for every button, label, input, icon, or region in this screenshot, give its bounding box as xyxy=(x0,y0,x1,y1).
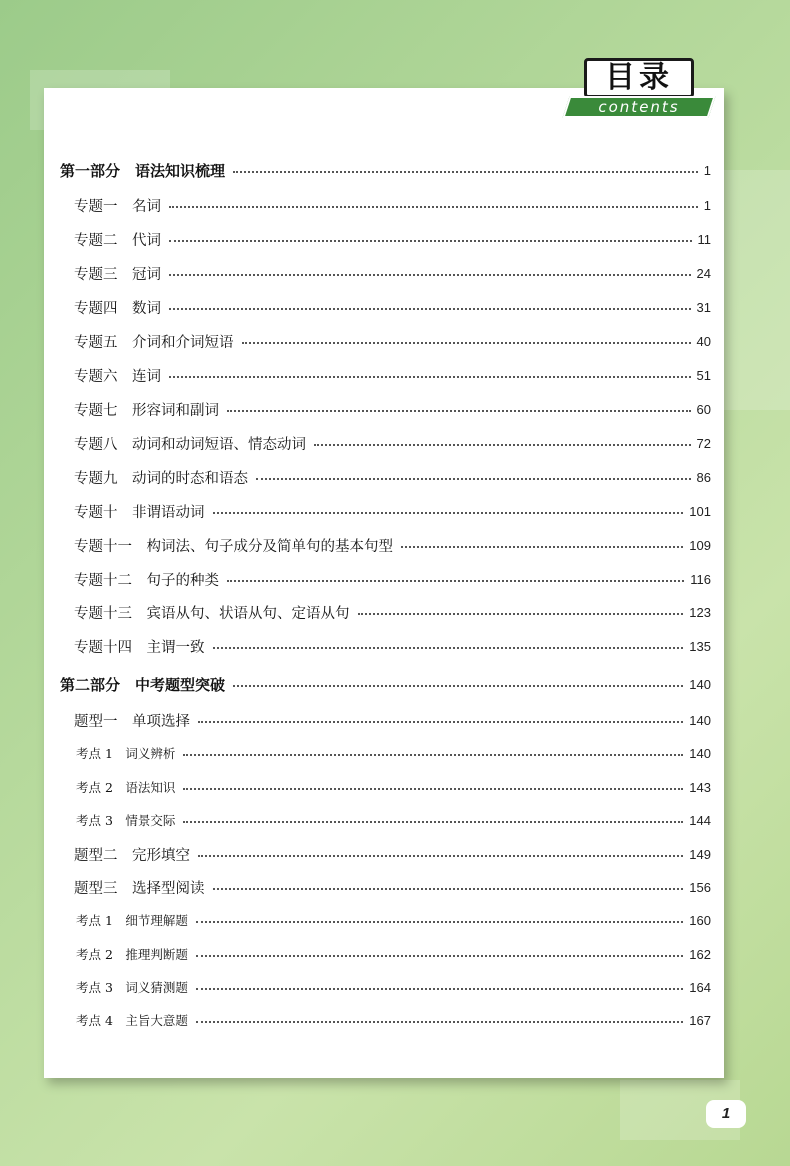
toc-entry[interactable] xyxy=(76,774,711,800)
dot-leader xyxy=(256,478,691,480)
toc-title: 目录 xyxy=(584,58,694,98)
toc-entry-page: 51 xyxy=(696,367,711,383)
toc-entry-page: 72 xyxy=(696,435,711,451)
dot-leader xyxy=(183,788,683,790)
toc-entry[interactable] xyxy=(76,807,711,833)
dot-leader xyxy=(213,647,684,649)
toc-entry[interactable] xyxy=(74,328,711,354)
dot-leader xyxy=(169,240,692,242)
dot-leader xyxy=(198,855,683,857)
toc-entry-label: 考点 1 词义辨析 xyxy=(76,746,176,761)
toc-entry-label: 题型二 完形填空 xyxy=(74,847,190,864)
toc-subtitle: contents xyxy=(598,98,680,116)
toc-entry-page: 167 xyxy=(689,1012,711,1028)
toc-entry-page: 116 xyxy=(690,571,711,587)
toc-entry-label: 考点 4 主旨大意题 xyxy=(76,1013,188,1028)
toc-entry-page: 60 xyxy=(696,401,711,417)
toc-entry[interactable] xyxy=(76,974,711,1000)
dot-leader xyxy=(169,308,691,310)
dot-leader xyxy=(196,988,683,990)
toc-entry-page: 156 xyxy=(689,879,711,895)
dot-leader xyxy=(242,342,691,344)
toc-entry-label: 专题一 名词 xyxy=(74,198,161,215)
dot-leader xyxy=(314,444,691,446)
toc-entry[interactable] xyxy=(74,841,711,867)
toc-entry[interactable] xyxy=(76,907,711,933)
toc-entry-label: 专题六 连词 xyxy=(74,368,161,385)
dot-leader xyxy=(213,512,684,514)
toc-entry-page: 11 xyxy=(697,231,711,247)
toc-entry[interactable] xyxy=(74,874,711,900)
toc-entry-page: 123 xyxy=(689,604,711,620)
dot-leader xyxy=(169,274,691,276)
toc-entry-label: 考点 1 细节理解题 xyxy=(76,913,188,928)
toc-entry-label: 专题十四 主谓一致 xyxy=(74,639,205,656)
dot-leader xyxy=(198,721,683,723)
toc-entry[interactable] xyxy=(74,294,711,320)
dot-leader xyxy=(196,921,683,923)
toc-entry-label: 考点 3 词义猜测题 xyxy=(76,980,188,995)
toc-entry[interactable] xyxy=(60,157,711,183)
toc-entry-label: 第二部分 中考题型突破 xyxy=(60,675,226,694)
toc-entry-page: 1 xyxy=(703,162,711,178)
toc-entry-label: 考点 2 语法知识 xyxy=(76,780,176,795)
toc-entry-page: 140 xyxy=(689,745,711,761)
toc-entry-page: 109 xyxy=(689,537,711,553)
toc-entry[interactable] xyxy=(74,498,711,524)
dot-leader xyxy=(233,685,683,687)
toc-entry-page: 101 xyxy=(689,503,711,519)
dot-leader xyxy=(183,821,683,823)
toc-entry-page: 1 xyxy=(703,197,711,213)
dot-leader xyxy=(196,1021,683,1023)
toc-entry-label: 专题三 冠词 xyxy=(74,266,161,283)
toc-entry[interactable] xyxy=(76,740,711,766)
toc-entry[interactable] xyxy=(74,532,711,558)
toc-entry[interactable] xyxy=(74,707,711,733)
dot-leader xyxy=(213,888,684,890)
toc-entry-page: 140 xyxy=(689,712,711,728)
toc-subtitle-banner xyxy=(562,96,715,118)
dot-leader xyxy=(169,376,691,378)
toc-entry[interactable] xyxy=(74,430,711,456)
dot-leader xyxy=(401,546,683,548)
toc-entry-page: 162 xyxy=(689,946,711,962)
toc-entry-label: 专题十一 构词法、句子成分及简单句的基本句型 xyxy=(74,538,393,555)
toc-entry[interactable] xyxy=(74,260,711,286)
dot-leader xyxy=(358,613,684,615)
toc-entry[interactable] xyxy=(74,362,711,388)
toc-entry-page: 164 xyxy=(689,979,711,995)
toc-entry-label: 专题八 动词和动词短语、情态动词 xyxy=(74,436,306,453)
toc-entry-label: 专题九 动词的时态和语态 xyxy=(74,470,248,487)
toc-entry[interactable] xyxy=(74,566,711,592)
toc-entry[interactable] xyxy=(74,464,711,490)
background-tile xyxy=(720,170,790,410)
toc-entry-page: 143 xyxy=(689,779,711,795)
dot-leader xyxy=(227,410,691,412)
toc-entry-page: 140 xyxy=(689,676,711,692)
toc-entry-label: 专题十 非谓语动词 xyxy=(74,504,205,521)
toc-entry[interactable] xyxy=(76,941,711,967)
page-number: 1 xyxy=(706,1100,746,1128)
toc-entry-page: 160 xyxy=(689,912,711,928)
toc-entry-label: 专题十二 句子的种类 xyxy=(74,572,219,589)
contents-badge xyxy=(566,58,712,122)
toc-entry-label: 专题十三 宾语从句、状语从句、定语从句 xyxy=(74,605,350,622)
toc-entry-page: 31 xyxy=(696,299,711,315)
dot-leader xyxy=(196,955,683,957)
dot-leader xyxy=(169,206,698,208)
toc-entry-page: 135 xyxy=(689,638,711,654)
toc-entry[interactable] xyxy=(74,192,711,218)
toc-entry-page: 144 xyxy=(689,812,711,828)
toc-entry-page: 86 xyxy=(696,469,711,485)
toc-entry-page: 149 xyxy=(689,846,711,862)
toc-entry[interactable] xyxy=(74,226,711,252)
toc-entry-label: 专题二 代词 xyxy=(74,232,161,249)
toc-entry[interactable] xyxy=(74,396,711,422)
toc-entry-label: 专题七 形容词和副词 xyxy=(74,402,219,419)
toc-entry-label: 考点 2 推理判断题 xyxy=(76,947,188,962)
toc-entry-page: 40 xyxy=(696,333,711,349)
toc-entry-label: 专题五 介词和介词短语 xyxy=(74,334,234,351)
toc-entry-label: 题型一 单项选择 xyxy=(74,713,190,730)
toc-entry[interactable] xyxy=(74,599,711,625)
toc-entry-label: 题型三 选择型阅读 xyxy=(74,880,205,897)
toc-entry[interactable] xyxy=(76,1007,711,1033)
toc-entry-label: 第一部分 语法知识梳理 xyxy=(60,161,226,180)
toc-entry-label: 专题四 数词 xyxy=(74,300,161,317)
dot-leader xyxy=(233,171,698,173)
dot-leader xyxy=(183,754,683,756)
toc-entry[interactable] xyxy=(60,671,711,697)
toc-entry[interactable] xyxy=(74,633,711,659)
toc-entry-page: 24 xyxy=(696,265,711,281)
toc-entry-label: 考点 3 情景交际 xyxy=(76,813,176,828)
dot-leader xyxy=(227,580,684,582)
